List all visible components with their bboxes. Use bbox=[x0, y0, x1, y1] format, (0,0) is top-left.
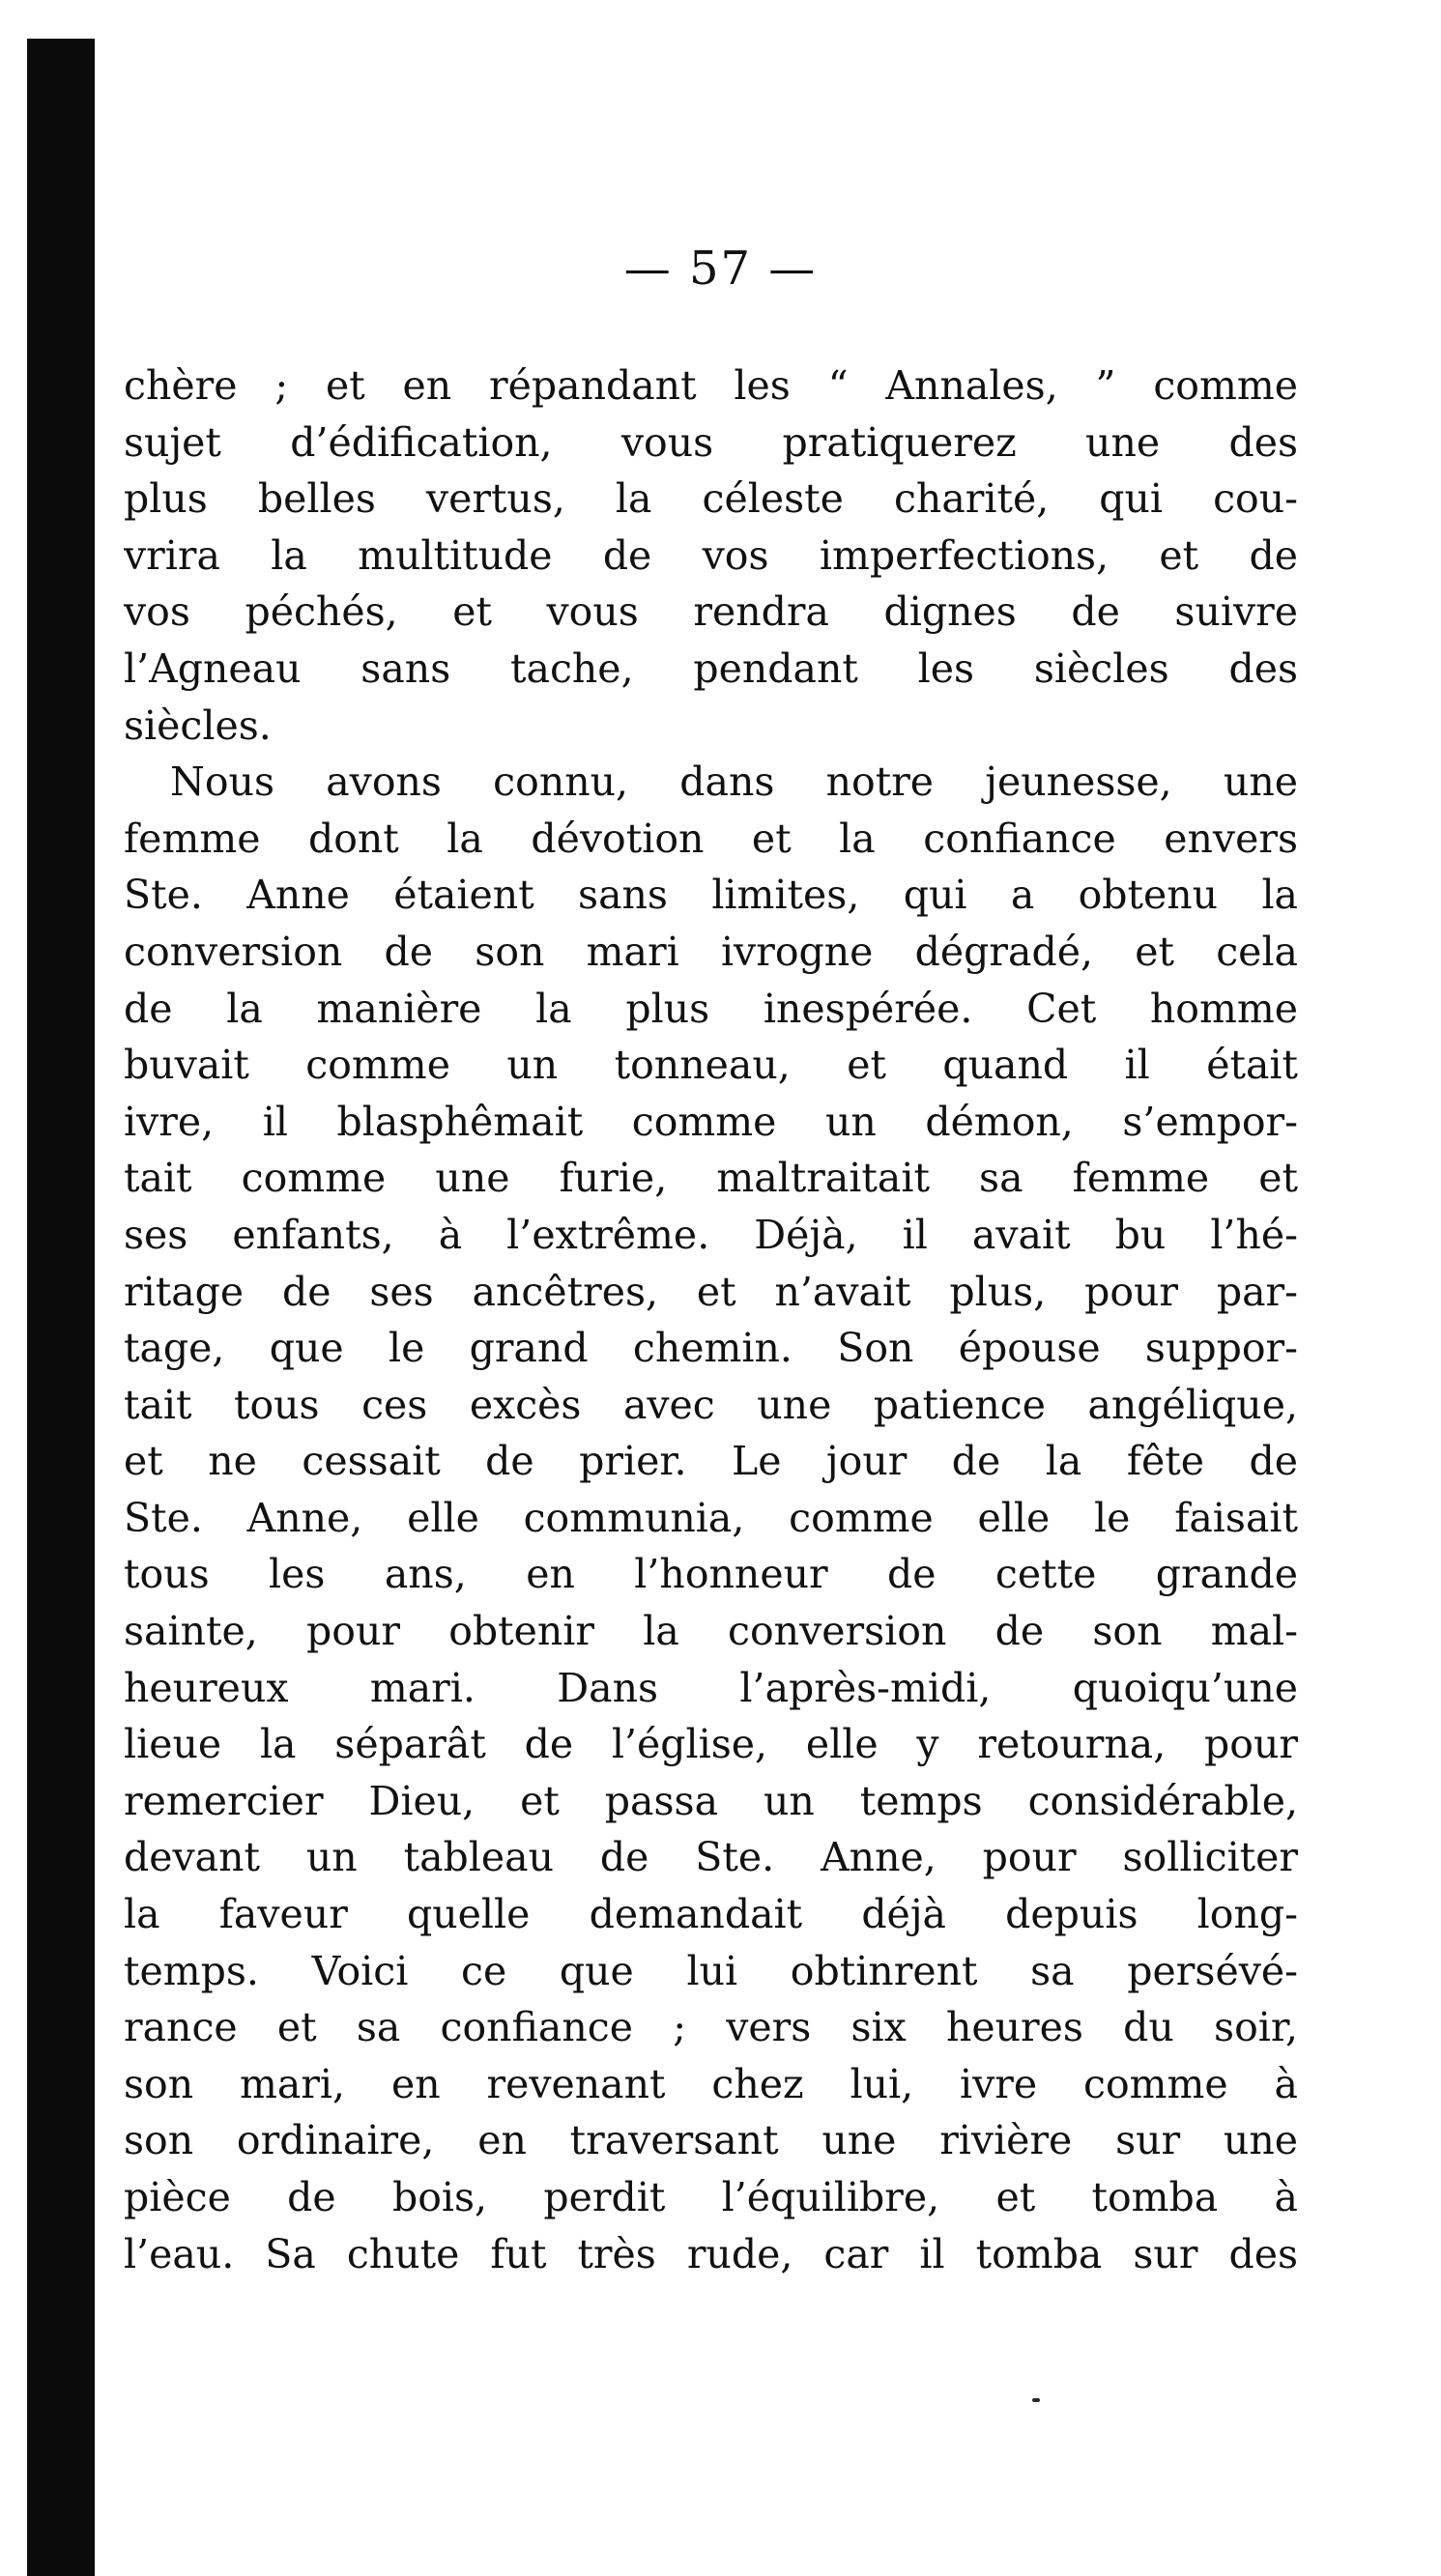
text-line: l’Agneau sans tache, pendant les siècles des bbox=[124, 644, 1298, 692]
text-line: femme dont la dévotion et la confiance envers bbox=[124, 815, 1298, 862]
text-line: pièce de bois, perdit l’équilibre, et tomba à bbox=[124, 2174, 1298, 2220]
text-line: tous les ans, en l’honneur de cette grande bbox=[124, 1551, 1298, 1598]
text-line: ivre, il blasphêmait comme un démon, s’empor- bbox=[124, 1098, 1298, 1145]
text-line: son mari, en revenant chez lui, ivre comme à bbox=[124, 2060, 1298, 2107]
text-line: plus belles vertus, la céleste charité, qui cou- bbox=[124, 475, 1298, 523]
paragraph-2 bbox=[124, 754, 1298, 2282]
text-line: sujet d’édification, vous pratiquerez une des bbox=[124, 418, 1298, 466]
text-line: sainte, pour obtenir la conversion de son mal- bbox=[124, 1608, 1298, 1655]
text-line: et ne cessait de prier. Le jour de la fête de bbox=[124, 1438, 1298, 1485]
text-line: Ste. Anne étaient sans limites, qui a obtenu la bbox=[124, 872, 1298, 919]
text-line: rance et sa confiance ; vers six heures du soir, bbox=[124, 2004, 1298, 2051]
text-line: devant un tableau de Ste. Anne, pour solliciter bbox=[124, 1834, 1298, 1881]
paragraph-1 bbox=[124, 358, 1298, 754]
text-line: lieue la séparât de l’église, elle y retourna, pour bbox=[124, 1721, 1298, 1768]
text-line: tait comme une furie, maltraitait sa femme et bbox=[124, 1155, 1298, 1202]
text-line: temps. Voici ce que lui obtinrent sa persévé- bbox=[124, 1947, 1298, 1994]
text-line: Ste. Anne, elle communia, comme elle le faisait bbox=[124, 1494, 1298, 1541]
text-line: ritage de ses ancêtres, et n’avait plus, pour par- bbox=[124, 1268, 1298, 1315]
text-line: tage, que le grand chemin. Son épouse suppor- bbox=[124, 1325, 1298, 1372]
text-line: vrira la multitude de vos imperfections, et de bbox=[124, 531, 1298, 579]
text-line: buvait comme un tonneau, et quand il était bbox=[124, 1042, 1298, 1089]
text-line: ses enfants, à l’extrême. Déjà, il avait bu l’hé- bbox=[124, 1211, 1298, 1258]
page-number: — 57 — bbox=[623, 242, 818, 296]
text-line: vos péchés, et vous rendra dignes de suivre bbox=[124, 588, 1298, 636]
text-line: la faveur quelle demandait déjà depuis long- bbox=[124, 1891, 1298, 1938]
text-line: remercier Dieu, et passa un temps considérable, bbox=[124, 1777, 1298, 1824]
text-line: heureux mari. Dans l’après-midi, quoiqu’une bbox=[124, 1664, 1298, 1711]
text-line: son ordinaire, en traversant une rivière sur une bbox=[124, 2117, 1298, 2164]
text-line: tait tous ces excès avec une patience angélique, bbox=[124, 1381, 1298, 1428]
scan-speck bbox=[1032, 2398, 1040, 2402]
text-line: l’eau. Sa chute fut très rude, car il tomba sur des bbox=[124, 2230, 1298, 2277]
text-line: siècles. bbox=[124, 701, 272, 749]
text-line: de la manière la plus inespérée. Cet homme bbox=[124, 985, 1298, 1032]
text-line: Nous avons connu, dans notre jeunesse, une bbox=[170, 758, 1298, 806]
text-line: chère ; et en répandant les “ Annales, ” comme bbox=[124, 362, 1298, 409]
binding-shadow bbox=[27, 39, 95, 2576]
body-text bbox=[124, 358, 1298, 2282]
text-line: conversion de son mari ivrogne dégradé, et cela bbox=[124, 928, 1298, 975]
